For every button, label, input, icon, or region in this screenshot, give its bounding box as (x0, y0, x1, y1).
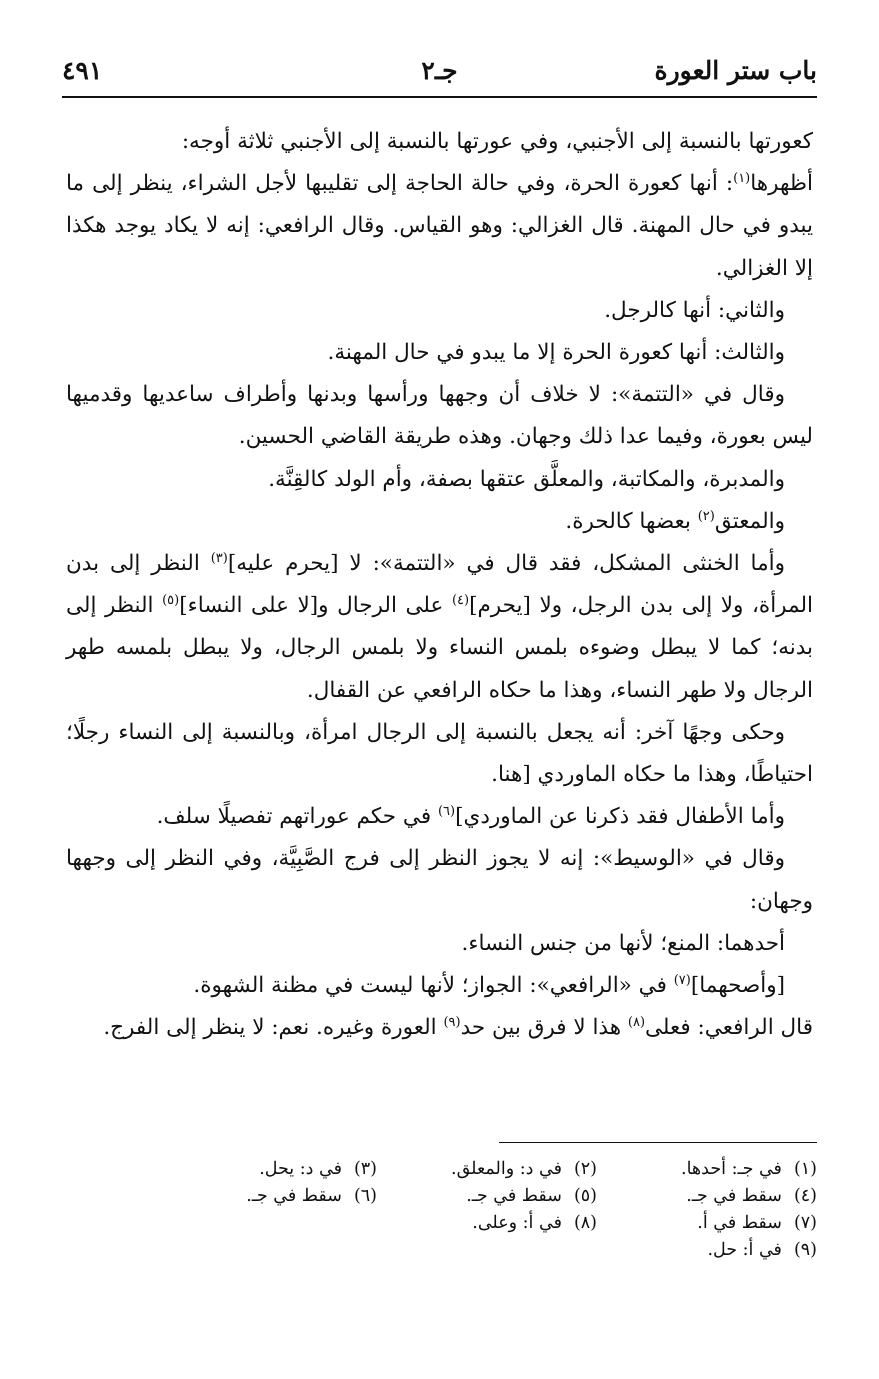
paragraph-3: والثاني: أنها كالرجل. (604, 297, 785, 323)
footnote-text: في د: والمعلق. (451, 1159, 562, 1179)
footnote-number: (١) (793, 1159, 817, 1179)
footnote-4 (597, 1183, 817, 1210)
footnote-text: في أ: حل. (707, 1240, 782, 1260)
paragraph-8 (66, 543, 813, 712)
footnote-number: (٦) (353, 1186, 377, 1206)
footnote-8 (377, 1210, 597, 1237)
footnote-2 (377, 1156, 597, 1183)
text-run: وأما الأطفال فقد ذكرنا عن الماوردي] (455, 804, 785, 830)
text-run: أظهرها (750, 171, 813, 197)
footnote-9 (597, 1237, 817, 1264)
paragraph-1: كعورتها بالنسبة إلى الأجنبي، وفي عورتها بالنسبة إلى الأجنبي ثلاثة أوجه: (181, 129, 813, 154)
chapter-title: باب ستر العورة (654, 56, 817, 85)
running-header (62, 52, 817, 92)
paragraph-2 (66, 163, 813, 290)
footnote-row (62, 1210, 817, 1237)
footnote-text: سقط في جـ. (686, 1186, 782, 1206)
footnote-row (62, 1237, 817, 1264)
footnote-number: (٢) (573, 1159, 597, 1179)
footnote-row (62, 1156, 817, 1183)
paragraph-13 (66, 965, 813, 1007)
text-run: على الرجال و[لا على النساء] (179, 593, 452, 619)
footnote-text: سقط في أ. (697, 1213, 782, 1233)
footnote-number: (٥) (573, 1186, 597, 1206)
footnote-number: (٩) (793, 1240, 817, 1260)
text-run: في حكم عوراتهم تفصيلًا سلف. (156, 804, 438, 830)
footnotes (62, 1156, 817, 1264)
footnote-5 (377, 1183, 597, 1210)
paragraph-11: وقال في «الوسيط»: إنه لا يجوز النظر إلى فرج الصَّبِيَّة، وفي النظر إلى وجهها وجهان: (66, 846, 813, 914)
text-run: بعضها كالحرة. (565, 508, 698, 534)
paragraph-4: والثالث: أنها كعورة الحرة إلا ما يبدو في حال المهنة. (327, 340, 785, 366)
main-text (66, 121, 813, 1049)
footnote-number: (٣) (353, 1159, 377, 1179)
page-number: ٤٩١ (62, 56, 103, 85)
footnote-number: (٤) (793, 1186, 817, 1206)
paragraph-6: والمدبرة، والمكاتبة، والمعلَّق عتقها بصفة، وأم الولد كالقِنَّة. (268, 466, 785, 492)
footnote-row (62, 1183, 817, 1210)
paragraph-7 (66, 501, 813, 543)
footnote-ref-6[interactable]: (٦) (437, 804, 456, 820)
header-divider (62, 96, 817, 98)
text-run: [وأصحهما] (690, 973, 785, 999)
footnote-ref-2[interactable]: (٢) (697, 508, 715, 524)
footnote-ref-5[interactable]: (٥) (162, 593, 180, 609)
paragraph-9: وحكى وجهًا آخر: أنه يجعل بالنسبة إلى الرجال امرأة، وبالنسبة إلى النساء رجلًا؛ احتياطًا، وهذا ما حكاه الماوردي [هنا. (66, 719, 813, 788)
text-run: النظر إلى بدنه؛ كما لا يبطل وضوءه بلمس النساء ولا بلمس الرجال، ولا يبطل بلمسه طهر الرجال ولا طهر النساء، وهذا ما حكاه الرافعي عن القفال. (66, 593, 813, 703)
footnote-7 (597, 1210, 817, 1237)
footnote-ref-1[interactable]: (١) (733, 171, 751, 187)
footnote-text: في جـ: أحدها. (681, 1159, 782, 1179)
footnote-6 (157, 1183, 377, 1210)
footnote-number: (٧) (793, 1213, 817, 1233)
text-run: وأما الخنثى المشكل، فقد قال في «التتمة»: لا [يحرم عليه] (227, 551, 785, 577)
footnote-ref-3[interactable]: (٣) (210, 550, 228, 566)
paragraph-12: أحدهما: المنع؛ لأنها من جنس النساء. (461, 930, 785, 956)
footnote-ref-9[interactable]: (٩) (443, 1015, 461, 1031)
text-run: هذا لا فرق بين حد (460, 1015, 628, 1041)
footnote-ref-8[interactable]: (٨) (627, 1015, 646, 1031)
text-run: النظر إلى بدن المرأة، ولا إلى بدن الرجل، ولا [يحرم] (66, 551, 813, 619)
text-run: والمعتق (714, 508, 785, 534)
paragraph-10 (66, 796, 813, 838)
footnote-ref-7[interactable]: (٧) (673, 972, 691, 988)
paragraph-14 (66, 1007, 813, 1049)
footnote-ref-4[interactable]: (٤) (451, 593, 470, 609)
footnote-1 (597, 1156, 817, 1183)
footnote-text: في أ: وعلى. (472, 1213, 562, 1233)
text-run: قال الرافعي: فعلى (645, 1015, 813, 1041)
text-run: : أنها كعورة الحرة، وفي حالة الحاجة إلى تقليبها لأجل الشراء، ينظر إلى ما يبدو في حال المهنة. قال الغزالي: وهو القياس. وقال الرافعي: إنه لا يكاد يوجد هكذا إلا الغزالي. (66, 171, 813, 281)
volume-label: جـ٢ (421, 56, 458, 85)
text-run: العورة وغيره. نعم: لا ينظر إلى الفرج. (103, 1015, 444, 1041)
footnote-text: سقط في جـ. (466, 1186, 562, 1206)
footnote-divider (499, 1142, 817, 1143)
footnote-text: في د: يحل. (259, 1159, 342, 1179)
footnote-text: سقط في جـ. (246, 1186, 342, 1206)
footnote-3 (157, 1156, 377, 1183)
paragraph-5: وقال في «التتمة»: لا خلاف أن وجهها ورأسها وبدنها وأطراف ساعديها وقدميها ليس بعورة، وفيما عدا ذلك وجهان. وهذه طريقة القاضي الحسين. (66, 382, 813, 450)
text-run: في «الرافعي»: الجواز؛ لأنها ليست في مظنة الشهوة. (193, 973, 674, 999)
footnote-number: (٨) (573, 1213, 597, 1233)
